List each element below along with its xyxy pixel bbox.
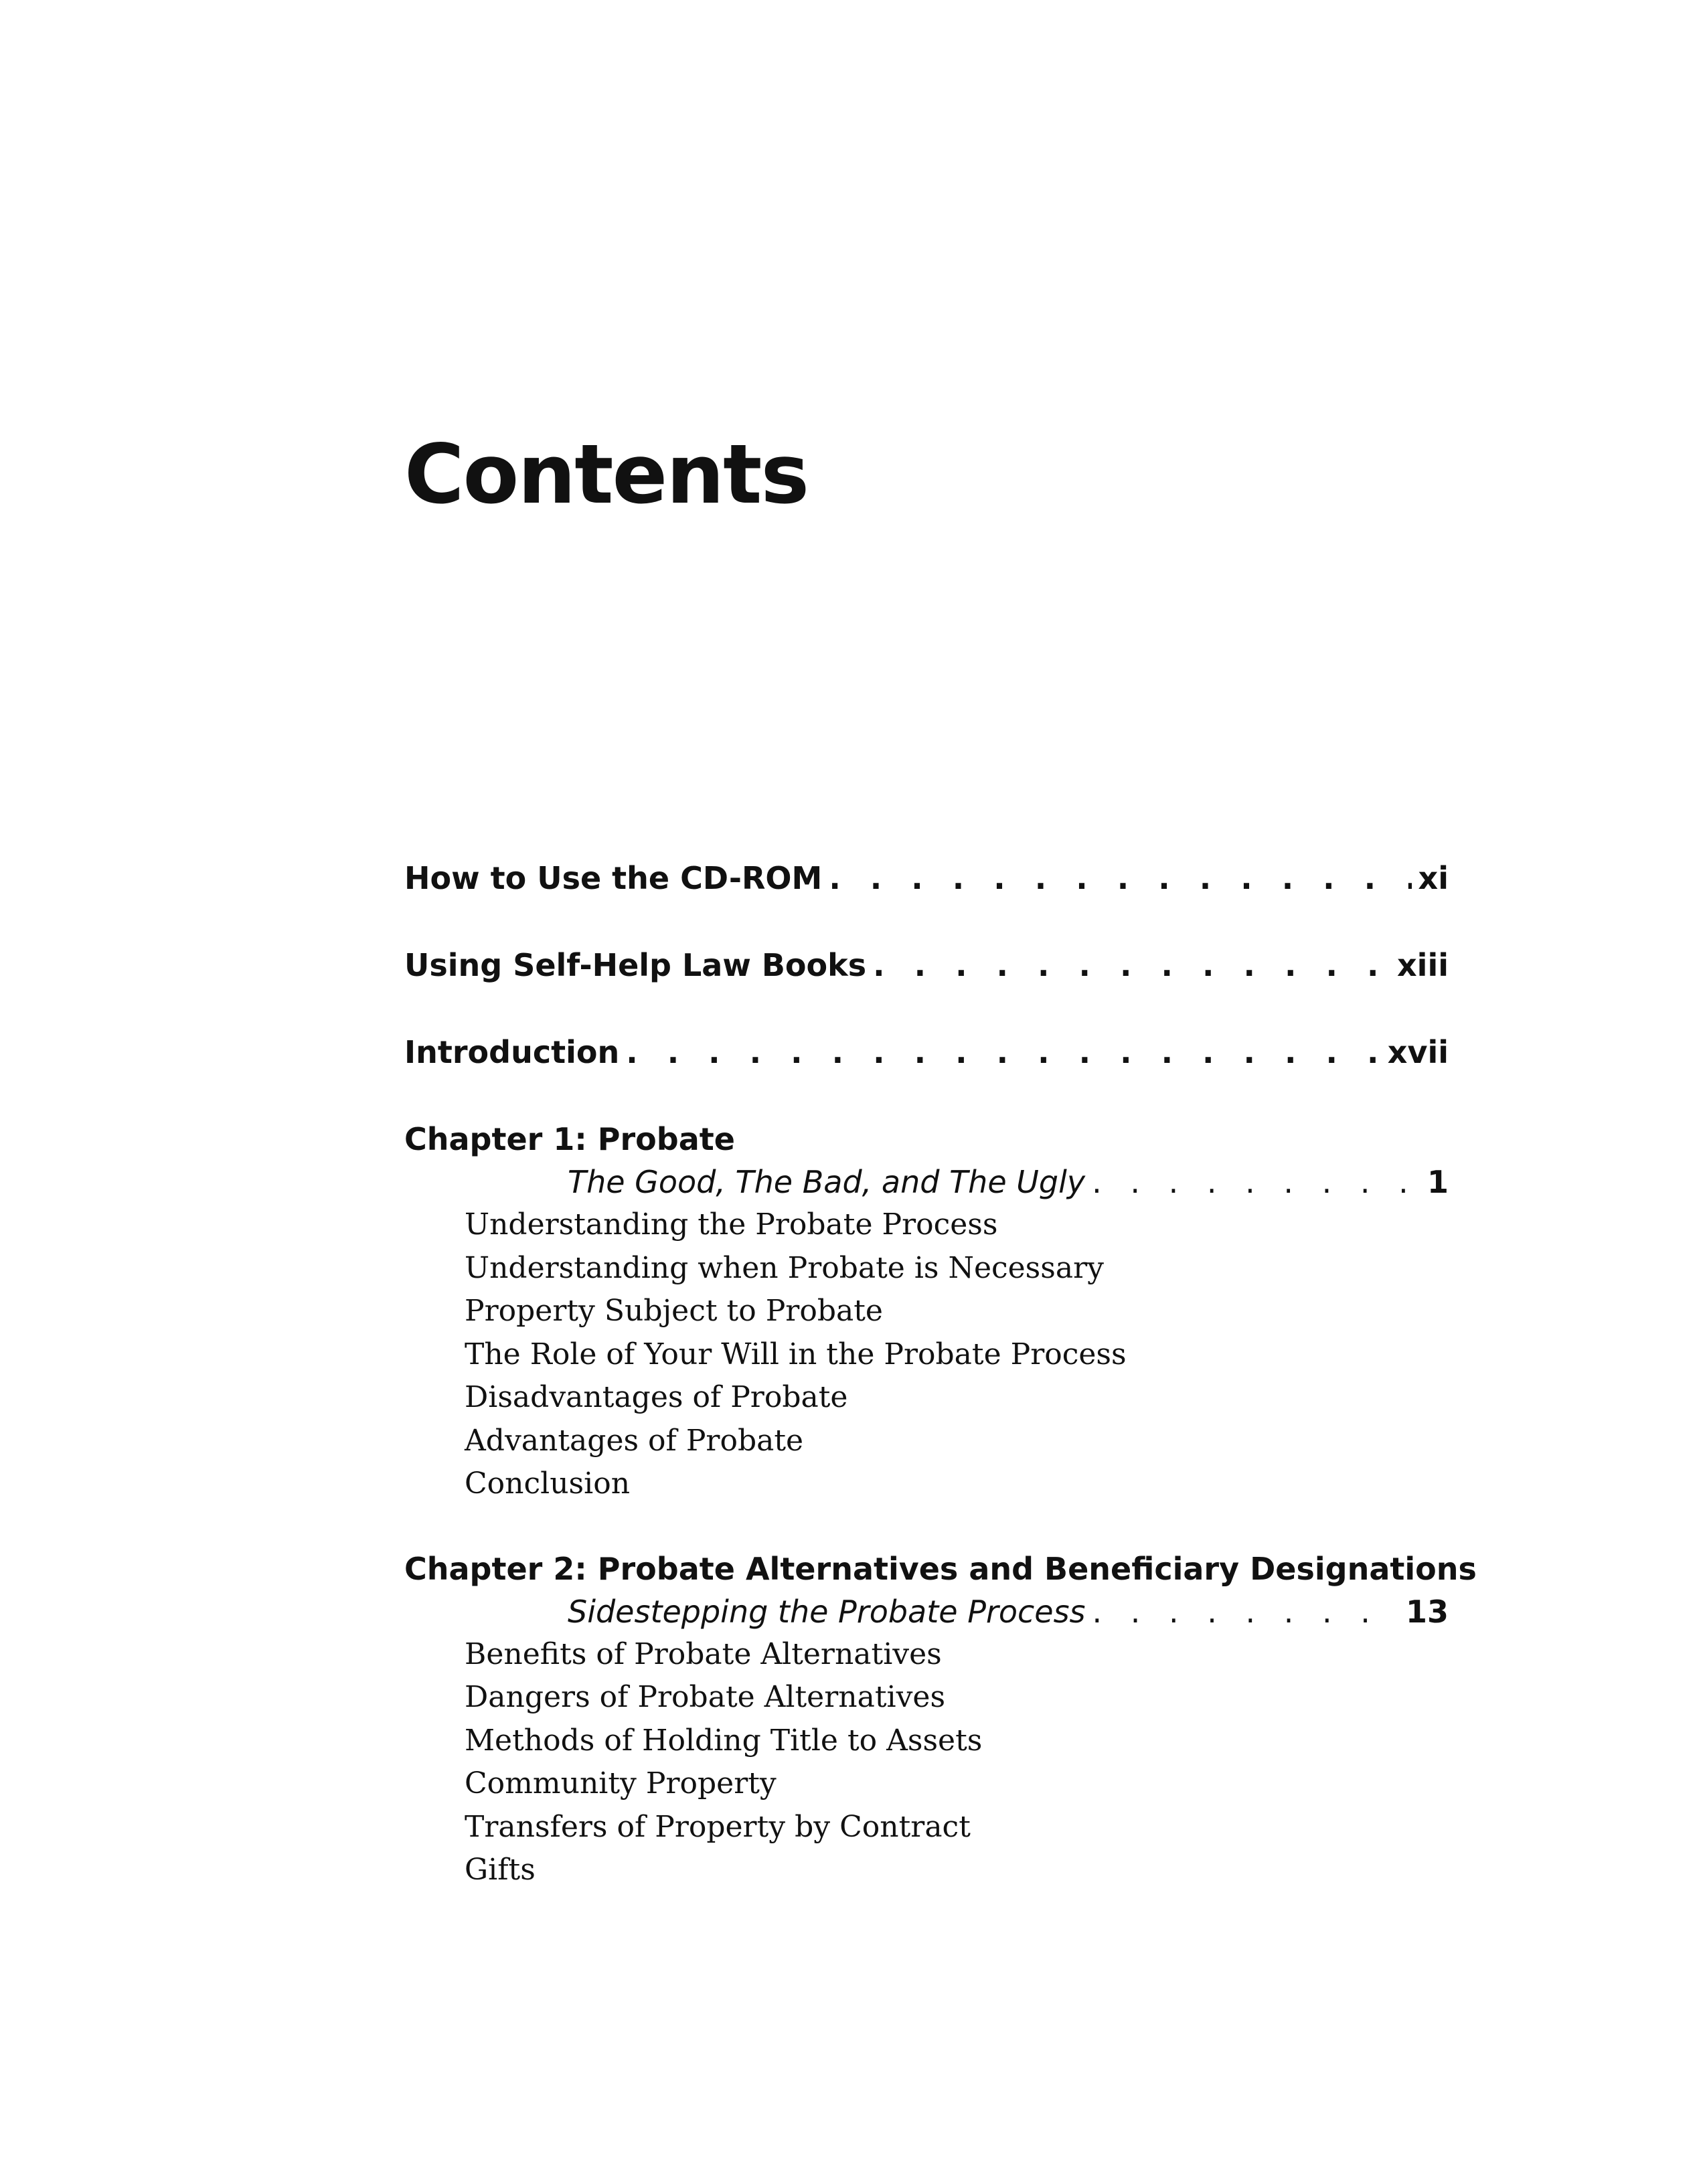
dot-leader (829, 857, 1411, 900)
chapter-2-block (404, 1547, 1477, 1892)
chapter-title[interactable]: Chapter 1: Probate (404, 1121, 735, 1157)
toc-entry-label: Using Self-Help Law Books (404, 947, 867, 983)
chapter-subtitle: The Good, The Bad, and The Ugly (568, 1164, 1086, 1200)
section-item: Conclusion (465, 1466, 631, 1501)
toc-page-number: 1 (1427, 1164, 1449, 1200)
chapter-section-list (404, 1633, 1449, 1892)
section-item: The Role of Your Will in the Probate Process (465, 1337, 1127, 1371)
toc-page-number: xi (1418, 860, 1449, 896)
toc-entry-label: How to Use the CD-ROM (404, 860, 823, 896)
dot-leader (626, 1031, 1381, 1074)
chapter-subtitle: Sidestepping the Probate Process (568, 1593, 1086, 1630)
chapter-title[interactable]: Chapter 2: Probate Alternatives and Beneficiary Designations (404, 1550, 1477, 1587)
section-item: Methods of Holding Title to Assets (465, 1723, 983, 1758)
section-item: Understanding the Probate Process (465, 1207, 998, 1242)
chapter-section-list (404, 1203, 1449, 1506)
section-item: Advantages of Probate (465, 1423, 804, 1458)
section-item: Benefits of Probate Alternatives (465, 1636, 942, 1671)
section-item: Dangers of Probate Alternatives (465, 1680, 946, 1714)
section-item: Disadvantages of Probate (465, 1380, 848, 1414)
section-item: Community Property (465, 1766, 777, 1800)
toc-page-number: xiii (1397, 947, 1449, 983)
dot-leader (873, 944, 1390, 987)
table-of-contents (404, 857, 1477, 1934)
section-item: Transfers of Property by Contract (465, 1809, 971, 1844)
section-item: Property Subject to Probate (465, 1294, 883, 1328)
dot-leader (1092, 1590, 1399, 1633)
dot-leader (1092, 1161, 1420, 1203)
toc-page-number: 13 (1405, 1593, 1449, 1630)
page-title: Contents (404, 427, 809, 522)
toc-page-number: xvii (1387, 1034, 1449, 1070)
section-item: Gifts (465, 1853, 536, 1887)
toc-entry-label: Introduction (404, 1034, 620, 1070)
toc-entry-introduction[interactable] (404, 1031, 1449, 1074)
chapter-1-block (404, 1118, 1449, 1506)
chapter-subtitle-entry[interactable] (404, 1590, 1449, 1633)
chapter-subtitle-entry[interactable] (404, 1161, 1449, 1203)
section-item: Understanding when Probate is Necessary (465, 1250, 1104, 1285)
toc-entry-how-to-use-cd-rom[interactable] (404, 857, 1449, 900)
toc-entry-using-self-help-law-books[interactable] (404, 944, 1449, 987)
